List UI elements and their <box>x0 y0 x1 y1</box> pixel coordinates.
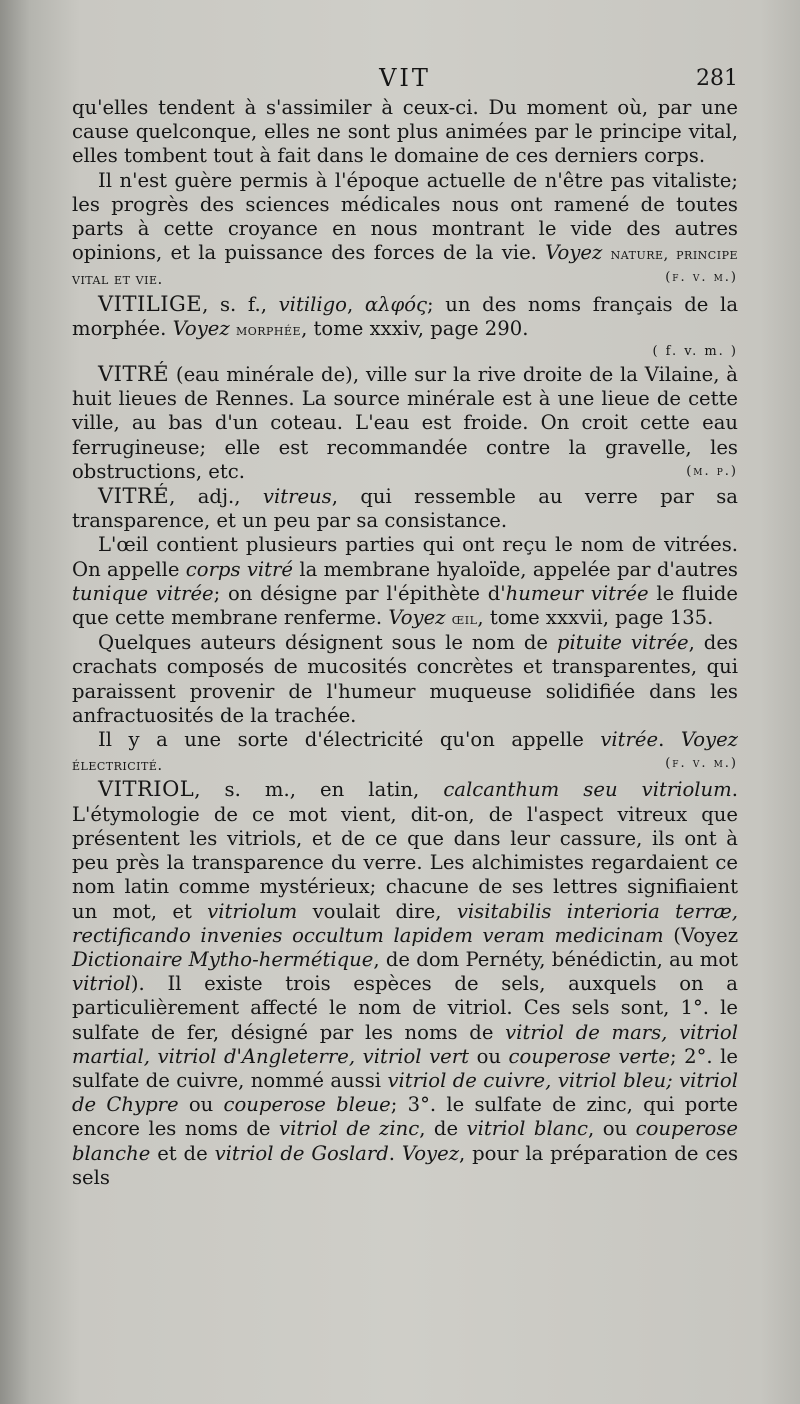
cross-reference: nature, principe vital et vie. <box>72 245 738 289</box>
author-signature: (m. p.) <box>686 463 738 479</box>
cross-reference: morphée <box>235 320 302 339</box>
entry-vitriol: VITRIOL, s. m., en latin, calcanthum seu vitriolum. L'étymologie de ce mot vient, dit-on, de l'aspect vitreux que présentent les vitriols, et de ce que dans leur cassure, ils ont à peu près la transparence du verre. Les alchimistes regardaient ce nom latin comme mystérieux; chacune de ses lettres signifiaient un mot, et vitriolum voulait dire, visitabilis interioria terræ, rectificando invenies occultum lapidem veram medicinam (Voyez Dictionaire Mytho-hermétique, de dom Pernéty, bénédictin, au mot vitriol). Il existe trois espèces de sels, auxquels on a particulièrement affecté le nom de vitriol. Ces sels sont, 1°. le sulfate de fer, désigné par les noms de vitriol de mars, vitriol martial, vitriol d'Angleterre, vitriol vert ou couperose verte; 2°. le sulfate de cuivre, nommé aussi vitriol de cuivre, vitriol bleu; vitriol de Chypre ou couperose bleue; 3°. le sulfate de zinc, qui porte encore les noms de vitriol de zinc, de vitriol blanc, ou couperose blanche et de vitriol de Goslard. Voyez, pour la préparation de ces sels <box>72 777 739 1189</box>
see-also-label: Voyez <box>401 1141 460 1165</box>
cross-reference: électricité. <box>72 756 163 775</box>
paragraph-electricite: Il y a une sorte d'électricité qu'on appelle vitrée. Voyez électricité. (f. v. m.) <box>72 728 738 777</box>
entry-headword: VITRÉ <box>98 484 170 509</box>
entry-headword: VITRIOL <box>98 777 195 802</box>
entry-vitilige: VITILIGE, s. f., vitiligo, αλφός; un des noms français de la morphée. Voyez morphée, tome xxxiv, page 290. <box>72 291 738 340</box>
see-also-label: Voyez <box>680 728 739 752</box>
entry-headword: VITRÉ <box>98 362 170 387</box>
page-body <box>72 96 738 1190</box>
see-also-label: Voyez <box>388 606 446 630</box>
greek-term: αλφός <box>364 292 427 316</box>
page-number: 281 <box>696 66 738 91</box>
see-also-label: Voyez <box>172 316 230 340</box>
running-head <box>72 56 738 90</box>
cross-reference: œil <box>451 610 478 629</box>
see-also-label: Voyez <box>545 241 603 265</box>
entry-vitree: VITRÉ, adj., vitreus, qui ressemble au verre par sa transparence, et un peu par sa consistance. <box>72 484 738 533</box>
paragraph-vitaliste: Il n'est guère permis à l'époque actuelle de n'être pas vitaliste; les progrès des sciences médicales nous ont ramené de toutes parts à cette croyance en nous montrant le vide des autres opinions, et la puissance des forces de la vie. Voyez nature, principe vital et vie. (f. v. m.) <box>72 169 738 292</box>
latin-motto: visitabilis interioria terræ, rectificando invenies occultum lapidem veram medicinam <box>72 899 739 947</box>
running-head-word: VIT <box>379 64 431 92</box>
author-signature: (f. v. m.) <box>665 270 738 286</box>
entry-vitre-eau: VITRÉ (eau minérale de), ville sur la rive droite de la Vilaine, à huit lieues de Rennes. La source minérale est à une lieue de cette ville, au bas d'un coteau. L'eau est froide. On croit cette eau ferrugineuse; elle est recommandée contre la gravelle, les obstructions, etc. (m. p.) <box>72 362 738 483</box>
entry-headword: VITILIGE <box>98 291 203 316</box>
paragraph-oeil: L'œil contient plusieurs parties qui ont reçu le nom de vitrées. On appelle corps vitré la membrane hyaloïde, appelée par d'autres tunique vitrée; on désigne par l'épithète d'humeur vitrée le fluide que cette membrane renferme. Voyez œil, tome xxxvii, page 135. <box>72 533 738 630</box>
paragraph-pituite: Quelques auteurs désignent sous le nom de pituite vitrée, des crachats composés de mucosités concrètes et transparentes, qui paraissent provenir de l'humeur muqueuse solidifiée dans les anfractuosités de la trachée. <box>72 631 738 727</box>
paragraph-continuation: qu'elles tendent à s'assimiler à ceux-ci. Du moment où, par une cause quelconque, elles ne sont plus animées par le principe vital, elles tombent tout à fait dans le domaine de ces derniers corps. <box>72 96 738 168</box>
author-signature: (f. v. m.) <box>665 756 738 772</box>
author-signature: ( f. v. m. ) <box>652 344 738 360</box>
cited-work: Dictionaire Mytho-hermétique <box>72 947 374 971</box>
